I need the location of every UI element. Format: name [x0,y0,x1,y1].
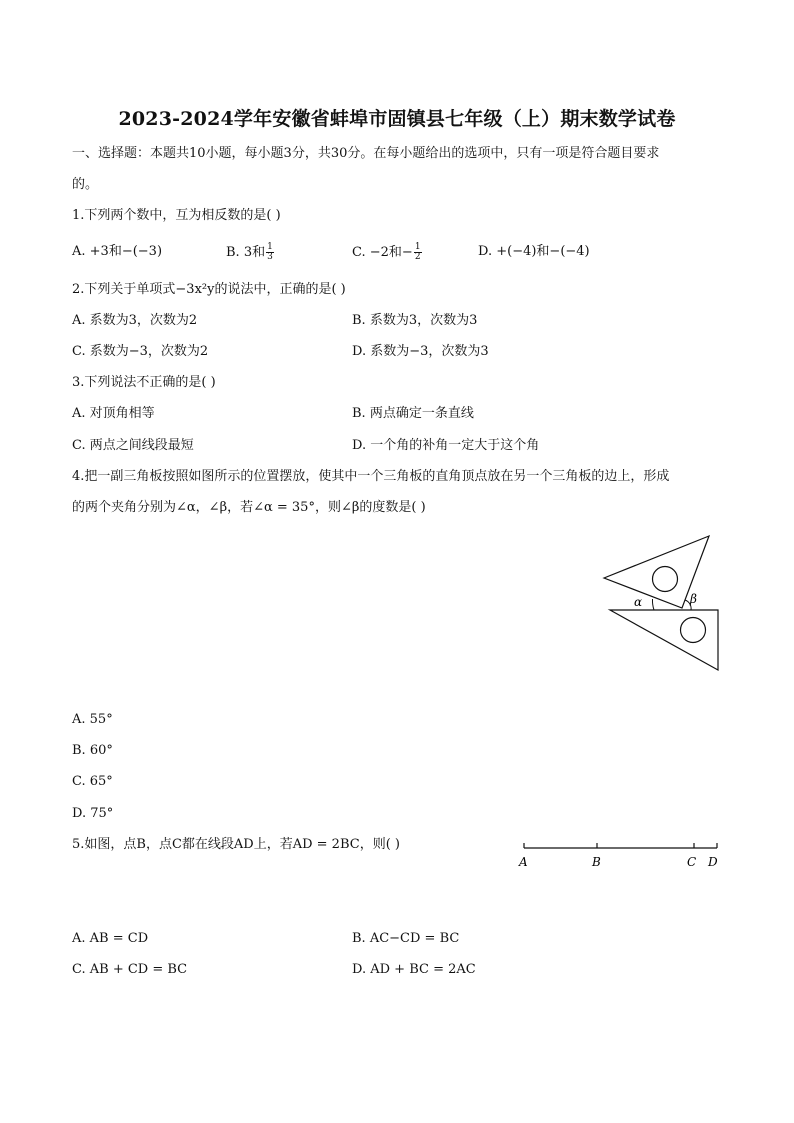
q5-label-a: A [519,855,528,869]
q4-option-a: A. 55° [72,712,113,727]
q4-option-d: D. 75° [72,806,114,821]
q4-upper-triangle-hole [653,567,678,592]
q2-option-c: C. 系数为−3，次数为2 [72,344,209,359]
q1-option-c-denominator: 2 [414,252,421,262]
q5-label-b: B [592,855,601,869]
q4-angle-alpha-arc [652,599,654,610]
q4-stem-line1: 4.把一副三角板按照如图所示的位置摆放，使其中一个三角板的直角顶点放在另一个三角板的边上，形成 [72,469,670,484]
q3-option-b: B. 两点确定一条直线 [352,406,474,421]
exam-title: 2023-2024学年安徽省蚌埠市固镇县七年级（上）期末数学试卷 [118,108,676,130]
q1-option-b-numerator: 1 [267,242,273,252]
q1-option-d: D. +(−4)和−(−4) [478,244,590,259]
q1-option-a: A. +3和−(−3) [72,244,163,259]
q1-option-c-numerator: 1 [414,242,421,252]
q5-option-d: D. AD + BC = 2AC [352,962,476,977]
section-instruction-line1: 一、选择题：本题共10小题，每小题3分，共30分。在每小题给出的选项中，只有一项是符合题目要求 [72,146,660,161]
q4-label-alpha: α [634,595,643,609]
q1-option-b-denominator: 3 [267,252,273,262]
q3-option-d: D. 一个角的补角一定大于这个角 [352,438,540,453]
q5-option-b: B. AC−CD = BC [352,931,460,946]
q3-option-a: A. 对顶角相等 [72,406,155,421]
q4-option-c: C. 65° [72,774,113,789]
q5-segment-figure [515,838,727,874]
q2-option-b: B. 系数为3，次数为3 [352,313,478,328]
q1-option-c-fraction [414,243,422,262]
q1-option-c [352,243,423,262]
q5-stem: 5.如图，点B，点C都在线段AD上，若AD = 2BC，则( ) [72,837,400,852]
q2-option-a: A. 系数为3，次数为2 [72,313,198,328]
q1-stem: 1.下列两个数中，互为相反数的是( ) [72,208,281,223]
q4-lower-triangle-hole [681,618,706,643]
q5-option-c: C. AB + CD = BC [72,962,188,977]
q2-stem: 2.下列关于单项式−3x²y的说法中，正确的是( ) [72,282,346,297]
q4-triangle-figure [596,530,726,675]
q4-stem-line2: 的两个夹角分别为∠α，∠β，若∠α = 35°，则∠β的度数是( ) [72,500,426,515]
q4-label-beta: β [690,592,697,606]
q1-option-b-prefix: B. 3和 [226,245,266,260]
q5-label-d: D [708,855,718,869]
q4-lower-triangle [610,610,718,670]
q1-option-c-prefix: C. −2和− [352,245,413,260]
section-instruction-line2: 的。 [72,177,99,192]
q3-option-c: C. 两点之间线段最短 [72,438,194,453]
q5-label-c: C [687,855,697,869]
q2-option-d: D. 系数为−3，次数为3 [352,344,489,359]
q3-stem: 3.下列说法不正确的是( ) [72,375,216,390]
q1-option-b [226,243,275,262]
q4-option-b: B. 60° [72,743,113,758]
q5-option-a: A. AB = CD [72,931,149,946]
q1-option-b-fraction [266,243,274,262]
